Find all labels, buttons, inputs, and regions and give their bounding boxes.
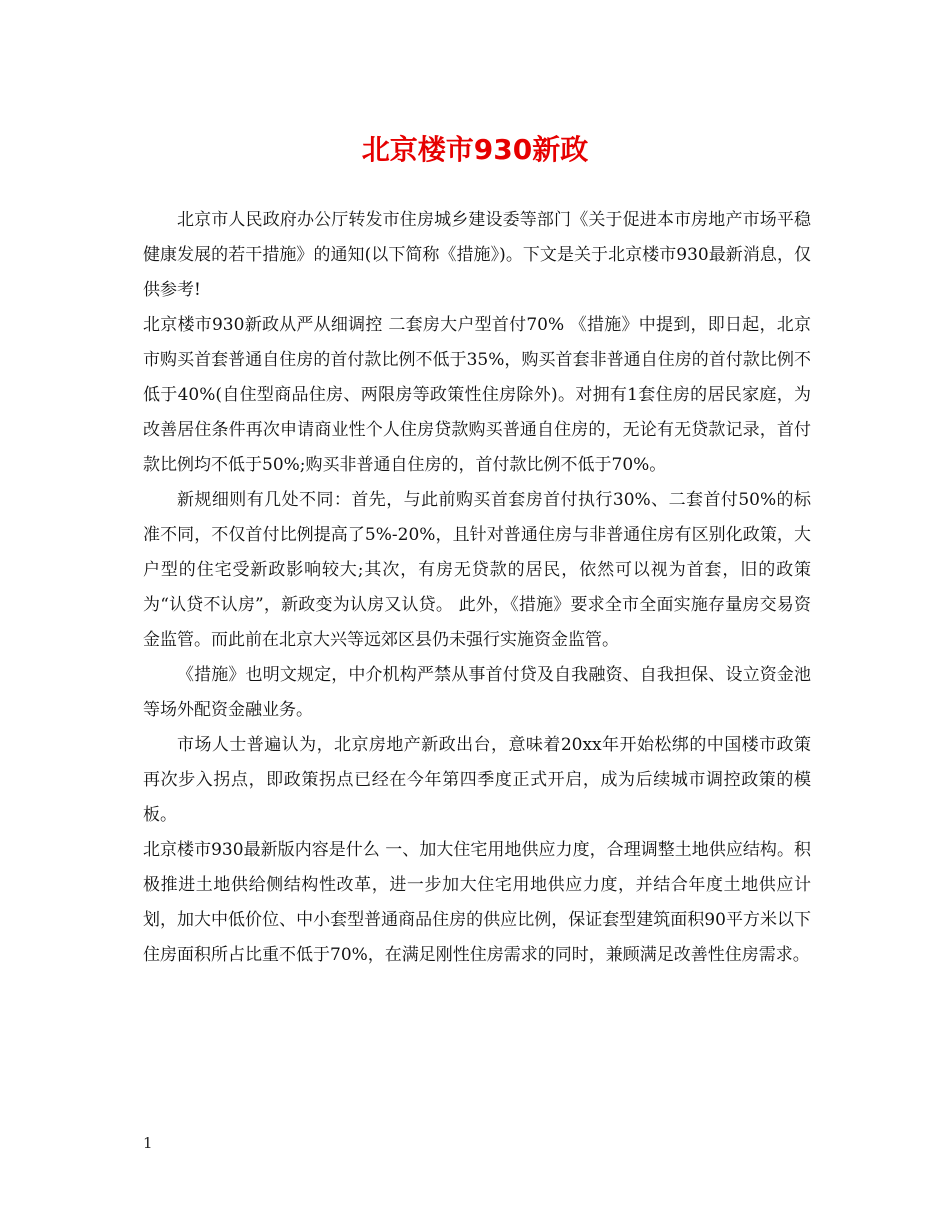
document-title: 北京楼市930新政 [361, 133, 589, 166]
page-number: 1 [143, 1134, 153, 1152]
paragraph: 市场人士普遍认为，北京房地产新政出台，意味着20xx年开始松绑的中国楼市政策再次步入拐点，即政策拐点已经在今年第四季度正式开启，成为后续城市调控政策的模板。 [143, 735, 811, 825]
paragraph: 北京楼市930最新版内容是什么 一、加大住宅用地供应力度，合理调整土地供应结构。积极推进土地供给侧结构性改革，进一步加大住宅用地供应力度，并结合年度土地供应计划，加大中低价位、中小套型普通商品住房的供应比例，保证套型建筑面积90平方米以下住房面积所占比重不低于70%，在满足刚性住房需求的同时，兼顾满足改善性住房需求。 [143, 840, 811, 965]
paragraph: 北京楼市930新政从严从细调控 二套房大户型首付70% 《措施》中提到，即日起，北京市购买首套普通自住房的首付款比例不低于35%，购买首套非普通自住房的首付款比例不低于40%(自住型商品住房、两限房等政策性住房除外)。对拥有1套住房的居民家庭，为改善居住条件再次申请商业性个人住房贷款购买普通自住房的，无论有无贷款记录，首付款比例均不低于50%;购买非普通自住房的，首付款比例不低于70%。 [143, 315, 811, 475]
paragraph: 《措施》也明文规定，中介机构严禁从事首付贷及自我融资、自我担保、设立资金池等场外配资金融业务。 [143, 665, 811, 720]
paragraph: 新规细则有几处不同：首先，与此前购买首套房首付执行30%、二套首付50%的标准不同，不仅首付比例提高了5%-20%，且针对普通住房与非普通住房有区别化政策，大户型的住宅受新政影响较大;其次，有房无贷款的居民，依然可以视为首套，旧的政策为“认贷不认房”，新政变为认房又认贷。 此外，《措施》要求全市全面实施存量房交易资金监管。而此前在北京大兴等远郊区县仍未强行实施资金监管。 [143, 490, 811, 650]
document-body [143, 203, 811, 973]
paragraph: 北京市人民政府办公厅转发市住房城乡建设委等部门《关于促进本市房地产市场平稳健康发展的若干措施》的通知(以下简称《措施》)。下文是关于北京楼市930最新消息，仅供参考! [143, 210, 811, 300]
